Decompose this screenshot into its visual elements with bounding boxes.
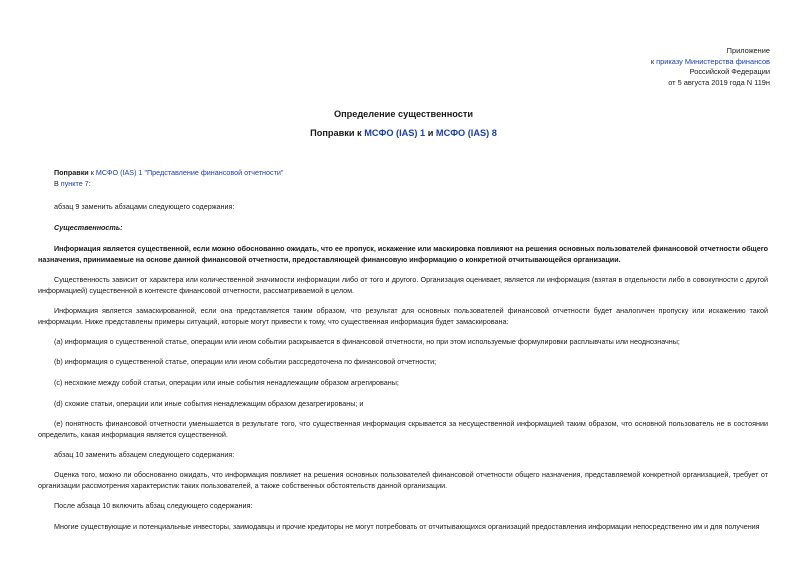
materiality-heading: Существенность: <box>54 223 123 232</box>
appendix-country: Российской Федерации <box>689 67 770 77</box>
order-link[interactable]: приказу Министерства финансов <box>656 56 770 66</box>
subtitle-middle: и <box>425 128 436 138</box>
materiality-definition: Информация является существенной, если можно обоснованно ожидать, что ее пропуск, искажение или маскировка повлияют на решения основных пользователей финансовой отчетности общего назначения, принимаемые на основе данной финансовой отчетности, предоставляющей финансовую информацию о конкретной отчитывающейся организации. <box>38 244 768 264</box>
paragraph-ref-suffix: : <box>88 179 91 188</box>
appendix-order-prefix: к <box>650 56 657 66</box>
assessment-paragraph: Оценка того, можно ли обоснованно ожидать, что информация повлияет на решения основных пользователей финансовой отчетности общего назначения, представляемой конкретной организацией, требует от организации рассмотрения характеристик таких пользователей, а также собственных обстоятельств данной организации. <box>38 470 768 490</box>
ias1-link[interactable]: МСФО (IAS) 1 <box>364 128 426 138</box>
example-c: (c) несхожие между собой статьи, операции или иные события ненадлежащим образом агрегированы; <box>54 378 399 387</box>
investors-paragraph: Многие существующие и потенциальные инвесторы, заимодавцы и прочие кредиторы не могут потребовать от отчитывающихся организаций предоставления информации непосредственно им и для получения <box>54 522 760 531</box>
page-title: Определение существенности <box>333 109 474 119</box>
example-a: (a) информация о существенной статье, операции или ином событии раскрывается в финансовой отчетности, но при этом используемые формулировки расплывчаты или неоднозначны; <box>54 337 680 346</box>
paragraph-ref-prefix: В <box>54 179 61 188</box>
materiality-depends-paragraph: Существенность зависит от характера или количественной значимости информации либо от того и другого. Организация оценивает, является ли информация (взятая в отдельности либо в совокупности с другой информацией) существенной в контексте финансовой отчетности, рассматриваемой в целом. <box>38 275 768 295</box>
amendments-label: Поправки <box>54 168 89 177</box>
instruction-paragraph-9: абзац 9 заменить абзацами следующего содержания: <box>54 202 235 211</box>
subtitle-prefix: Поправки к <box>310 128 365 138</box>
instruction-paragraph-10: абзац 10 заменить абзацем следующего содержания: <box>54 450 235 459</box>
paragraph-7-link[interactable]: пункте 7 <box>60 179 89 188</box>
page-subtitle <box>0 128 807 138</box>
appendix-date: от 5 августа 2019 года N 119н <box>668 77 770 87</box>
example-b: (b) информация о существенной статье, операции или ином событии рассредоточена по финансовой отчетности; <box>54 357 437 366</box>
example-e: (e) понятность финансовой отчетности уменьшается в результате того, что существенная информация скрывается за несущественной информацией таким образом, что основной пользователь не в состоянии определить, какая информация является существенной. <box>38 419 768 439</box>
instruction-after-paragraph-10: После абзаца 10 включить абзац следующего содержания: <box>54 501 253 510</box>
paragraph-ref-line <box>38 179 768 190</box>
ias8-link[interactable]: МСФО (IAS) 8 <box>435 128 497 138</box>
appendix-block <box>651 46 770 88</box>
appendix-order-line <box>651 57 770 68</box>
appendix-label: Приложение <box>726 46 770 55</box>
masked-information-paragraph: Информация является замаскированной, если она представляется таким образом, что результат для основных пользователей финансовой отчетности будет аналогичен пропуску или искажению такой информации. Ниже представлены примеры ситуаций, которые могут привести к тому, что существенная информация будет замаскирована: <box>38 306 768 326</box>
ias1-standard-link[interactable]: МСФО (IAS) 1 "Представление финансовой отчетности" <box>95 168 284 177</box>
amendments-line <box>38 168 768 179</box>
amendments-connector: к <box>88 168 96 177</box>
example-d: (d) схожие статьи, операции или иные события ненадлежащим образом дезагрегированы; и <box>54 399 364 408</box>
